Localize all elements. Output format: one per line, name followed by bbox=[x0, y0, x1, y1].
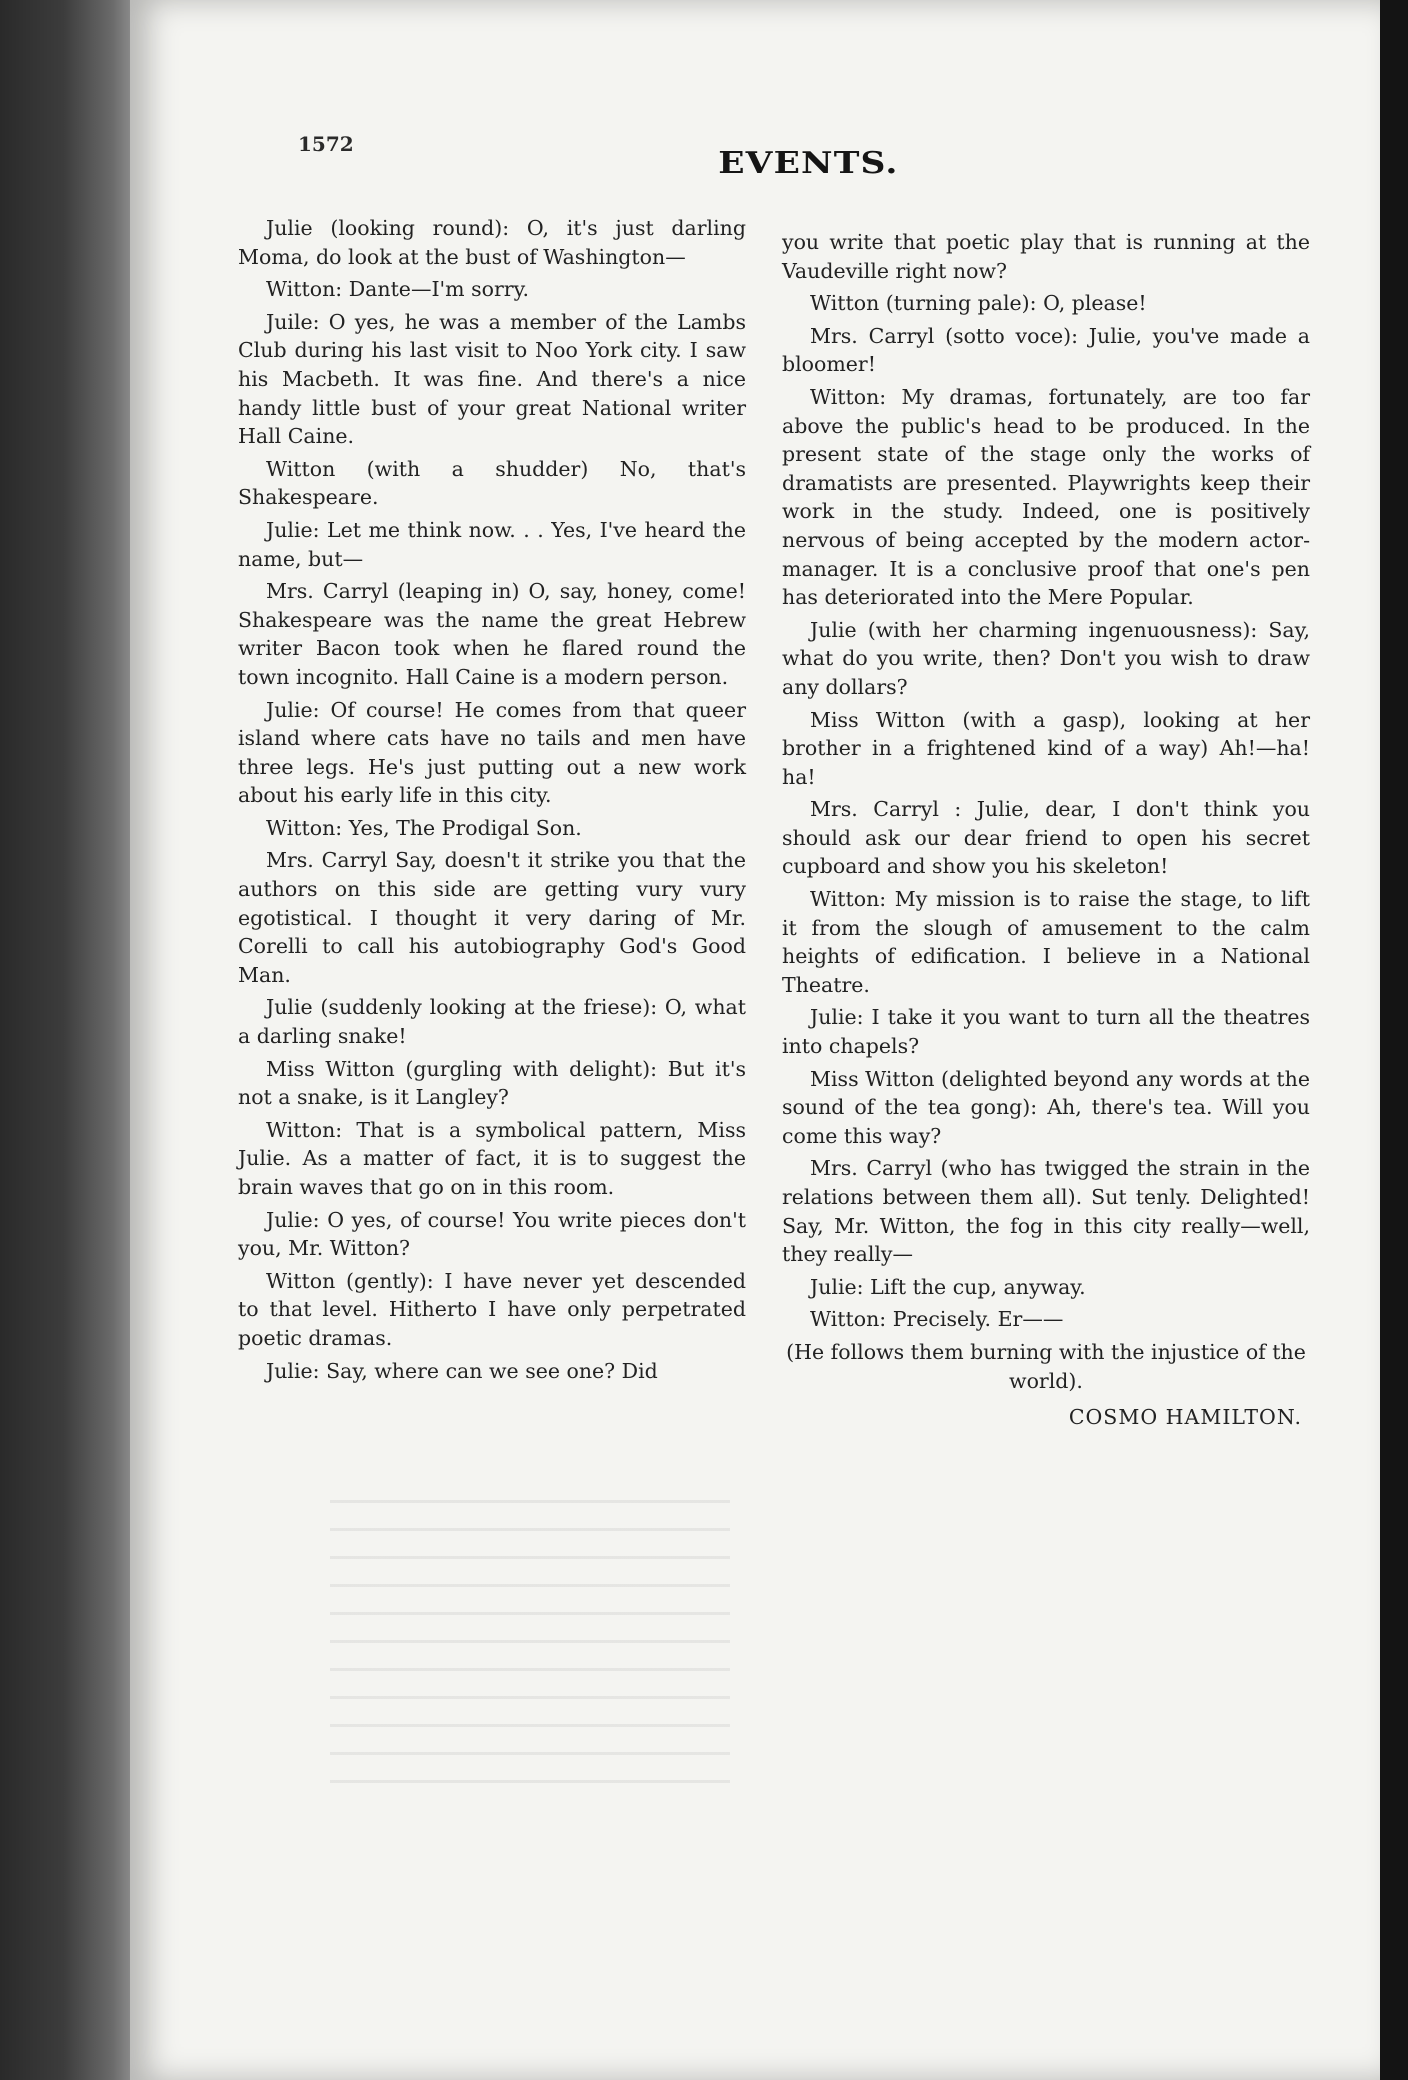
dialogue-paragraph: Witton (gently): I have never yet descended to that level. Hitherto I have only perpetrated poetic dramas. bbox=[238, 1268, 746, 1350]
dialogue-paragraph: Miss Witton (gurgling with delight): But it's not a snake, is it Langley? bbox=[238, 1056, 746, 1110]
dialogue-paragraph: Mrs. Carryl (leaping in) O, say, honey, come! Shakespeare was the name the great Hebrew writer Bacon took when he flared round the town incognito. Hall Caine is a modern person. bbox=[238, 579, 746, 689]
page-number: 1572 bbox=[298, 132, 354, 156]
dialogue-paragraph: Witton: My dramas, fortunately, are too far above the public's head to be produced. In the present state of the stage only the works of dramatists are presented. Playwrights keep their work in the study. Indeed, one is positively nervous of being accepted by the modern actor-manager. It is a conclusive proof that one's pen has deteriorated into the Mere Popular. bbox=[782, 384, 1310, 610]
dialogue-paragraph: Julie (looking round): O, it's just darling Moma, do look at the bust of Washington— bbox=[238, 216, 746, 269]
dialogue-paragraph: Witton: That is a symbolical pattern, Miss Julie. As a matter of fact, it is to suggest the brain waves that go on in this room. bbox=[238, 1117, 746, 1199]
dialogue-paragraph: Julie: Say, where can we see one? Did bbox=[266, 1358, 658, 1383]
left-column bbox=[238, 214, 746, 1389]
running-head: EVENTS. bbox=[718, 146, 899, 181]
dialogue-paragraph: Witton: Precisely. Er—— bbox=[810, 1307, 1064, 1332]
page-edge-shadow bbox=[1380, 0, 1408, 2080]
bleed-through-text bbox=[330, 1500, 730, 1800]
dialogue-paragraph: Julie: Lift the cup, anyway. bbox=[810, 1274, 1086, 1299]
dialogue-paragraph: Witton (with a shudder) No, that's Shakespeare. bbox=[238, 456, 746, 510]
dialogue-paragraph: Witton (turning pale): O, please! bbox=[810, 291, 1147, 316]
dialogue-paragraph: Julie: Let me think now. . . Yes, I've heard the name, but— bbox=[238, 517, 746, 571]
dialogue-paragraph: Julie: I take it you want to turn all the theatres into chapels? bbox=[782, 1005, 1310, 1059]
dialogue-paragraph: Miss Witton (delighted beyond any words at the sound of the tea gong): Ah, there's tea. Will you come this way? bbox=[782, 1066, 1310, 1148]
dialogue-paragraph: Julie: Of course! He comes from that queer island where cats have no tails and men have three legs. He's just putting out a new work about his early life in this city. bbox=[238, 697, 746, 808]
dialogue-paragraph: Julie: O yes, of course! You write pieces don't you, Mr. Witton? bbox=[238, 1207, 746, 1261]
continued-paragraph: you write that poetic play that is running at the Vaudeville right now? bbox=[782, 230, 1310, 283]
dialogue-paragraph: Julie (suddenly looking at the friese): O, what a darling snake! bbox=[238, 995, 746, 1049]
stage-direction: (He follows them burning with the injustice of the world). bbox=[786, 1339, 1306, 1393]
dialogue-paragraph: Miss Witton (with a gasp), looking at her brother in a frightened kind of a way) Ah!—ha! ha! bbox=[782, 707, 1310, 789]
book-spine bbox=[0, 0, 140, 2080]
dialogue-paragraph: Witton: Yes, The Prodigal Son. bbox=[266, 815, 582, 840]
dialogue-paragraph: Mrs. Carryl (who has twigged the strain in the relations between them all). Sut tenly. Delighted! Say, Mr. Witton, the fog in this city really—well, they really— bbox=[782, 1156, 1310, 1267]
dialogue-paragraph: Mrs. Carryl (sotto voce): Julie, you've made a bloomer! bbox=[782, 323, 1310, 377]
dialogue-paragraph: Mrs. Carryl Say, doesn't it strike you that the authors on this side are getting vury vury egotistical. I thought it very daring of Mr. Corelli to call his autobiography God's Good Man. bbox=[238, 848, 746, 987]
right-column bbox=[782, 228, 1310, 1436]
author-signature: COSMO HAMILTON. bbox=[1068, 1405, 1302, 1430]
dialogue-paragraph: Witton: My mission is to raise the stage, to lift it from the slough of amusement to the calm heights of edification. I believe in a National Theatre. bbox=[782, 887, 1310, 997]
dialogue-paragraph: Mrs. Carryl : Julie, dear, I don't think you should ask our dear friend to open his secret cupboard and show you his skeleton! bbox=[782, 797, 1310, 879]
dialogue-paragraph: Witton: Dante—I'm sorry. bbox=[266, 277, 529, 302]
dialogue-paragraph: Juile: O yes, he was a member of the Lambs Club during his last visit to Noo York city. I saw his Macbeth. It was fine. And there's a nice handy little bust of your great National writer Hall Caine. bbox=[238, 309, 746, 449]
dialogue-paragraph: Julie (with her charming ingenuousness): Say, what do you write, then? Don't you wish to draw any dollars? bbox=[782, 617, 1310, 699]
